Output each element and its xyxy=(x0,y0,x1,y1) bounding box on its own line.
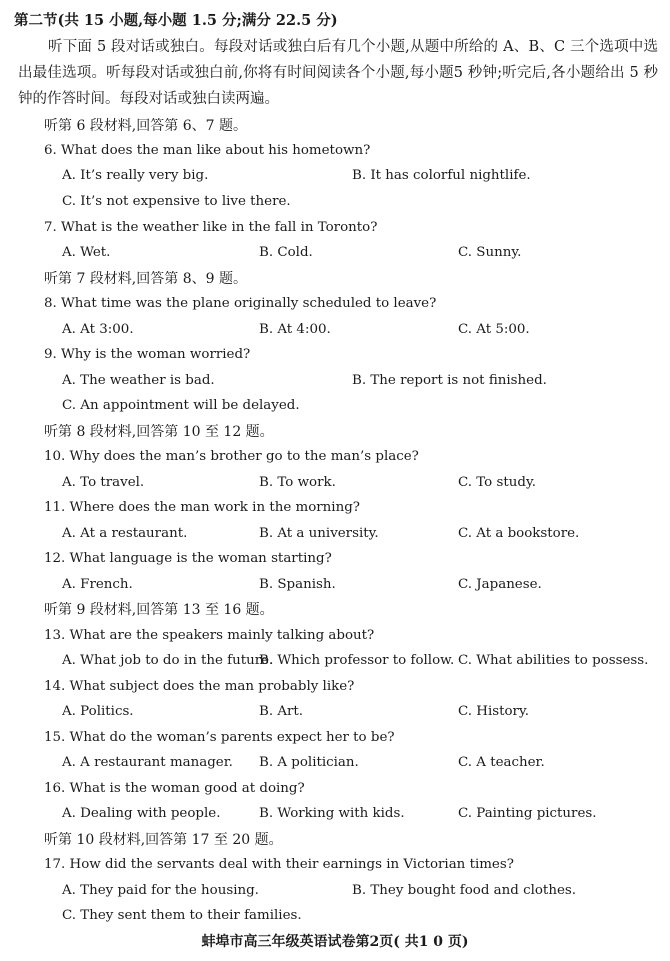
question-17: 17. How did the servants deal with their earnings in Victorian times? xyxy=(44,857,514,872)
question-13-option-a: A. What job to do in the future. xyxy=(62,653,274,668)
question-13: 13. What are the speakers mainly talking about? xyxy=(44,628,375,643)
question-8: 8. What time was the plane originally scheduled to leave? xyxy=(44,296,437,311)
question-16-option-a: A. Dealing with people. xyxy=(62,806,221,821)
page-footer: 蚌埠市高三年级英语试卷第2页( 共1 0 页) xyxy=(201,934,469,950)
question-7-option-c: C. Sunny. xyxy=(458,245,522,260)
question-17-option-b: B. They bought food and clothes. xyxy=(352,883,576,898)
question-8-option-a: A. At 3:00. xyxy=(62,322,134,337)
question-11: 11. Where does the man work in the morning? xyxy=(44,500,360,515)
question-12-option-a: A. French. xyxy=(62,577,133,592)
question-6: 6. What does the man like about his hometown? xyxy=(44,143,371,158)
question-9-option-c: C. An appointment will be delayed. xyxy=(62,398,300,413)
listening-part-note: 听第 9 段材料,回答第 13 至 16 题。 xyxy=(44,602,274,618)
question-15-option-c: C. A teacher. xyxy=(458,755,545,770)
question-11-option-c: C. At a bookstore. xyxy=(458,526,580,541)
question-10: 10. Why does the man’s brother go to the man’s place? xyxy=(44,449,419,464)
question-17-option-a: A. They paid for the housing. xyxy=(62,883,259,898)
question-7: 7. What is the weather like in the fall in Toronto? xyxy=(44,220,378,235)
question-15: 15. What do the woman’s parents expect her to be? xyxy=(44,730,395,745)
question-11-option-b: B. At a university. xyxy=(259,526,379,541)
question-12: 12. What language is the woman starting? xyxy=(44,551,332,566)
section-title: 第二节(共 15 小题,每小题 1.5 分;满分 22.5 分) xyxy=(14,12,338,29)
listening-part-note: 听第 10 段材料,回答第 17 至 20 题。 xyxy=(44,832,283,848)
section-instructions: 听下面 5 段对话或独白。每段对话或独白后有几个小题,从题中所给的 A、B、C 三个选项中选出最佳选项。听每段对话或独白前,你将有时间阅读各个小题,每小题5 秒钟;听完后,各小题给出 5 秒钟的作答时间。每段对话或独白读两遍。 xyxy=(18,39,658,107)
question-15-option-a: A. A restaurant manager. xyxy=(62,755,233,770)
question-10-option-b: B. To work. xyxy=(259,475,336,490)
question-10-option-c: C. To study. xyxy=(458,475,536,490)
question-14-option-c: C. History. xyxy=(458,704,529,719)
question-14: 14. What subject does the man probably like? xyxy=(44,679,355,694)
question-7-option-a: A. Wet. xyxy=(62,245,111,260)
question-6-option-a: A. It’s really very big. xyxy=(62,168,209,183)
question-6-option-b: B. It has colorful nightlife. xyxy=(352,168,531,183)
question-8-option-c: C. At 5:00. xyxy=(458,322,530,337)
question-12-option-c: C. Japanese. xyxy=(458,577,542,592)
question-6-option-c: C. It’s not expensive to live there. xyxy=(62,194,291,209)
question-16: 16. What is the woman good at doing? xyxy=(44,781,305,796)
question-15-option-b: B. A politician. xyxy=(259,755,359,770)
question-8-option-b: B. At 4:00. xyxy=(259,322,331,337)
listening-part-note: 听第 8 段材料,回答第 10 至 12 题。 xyxy=(44,424,274,440)
question-7-option-b: B. Cold. xyxy=(259,245,313,260)
question-13-option-b: B. Which professor to follow. xyxy=(259,653,455,668)
question-11-option-a: A. At a restaurant. xyxy=(62,526,188,541)
question-10-option-a: A. To travel. xyxy=(62,475,145,490)
question-9-option-a: A. The weather is bad. xyxy=(62,373,215,388)
question-16-option-b: B. Working with kids. xyxy=(259,806,405,821)
question-14-option-b: B. Art. xyxy=(259,704,304,719)
listening-part-note: 听第 7 段材料,回答第 8、9 题。 xyxy=(44,271,247,287)
question-17-option-c: C. They sent them to their families. xyxy=(62,908,302,923)
question-9-option-b: B. The report is not finished. xyxy=(352,373,547,388)
question-9: 9. Why is the woman worried? xyxy=(44,347,251,362)
question-14-option-a: A. Politics. xyxy=(62,704,134,719)
question-12-option-b: B. Spanish. xyxy=(259,577,336,592)
question-13-option-c: C. What abilities to possess. xyxy=(458,653,649,668)
listening-part-note: 听第 6 段材料,回答第 6、7 题。 xyxy=(44,118,247,134)
question-16-option-c: C. Painting pictures. xyxy=(458,806,597,821)
